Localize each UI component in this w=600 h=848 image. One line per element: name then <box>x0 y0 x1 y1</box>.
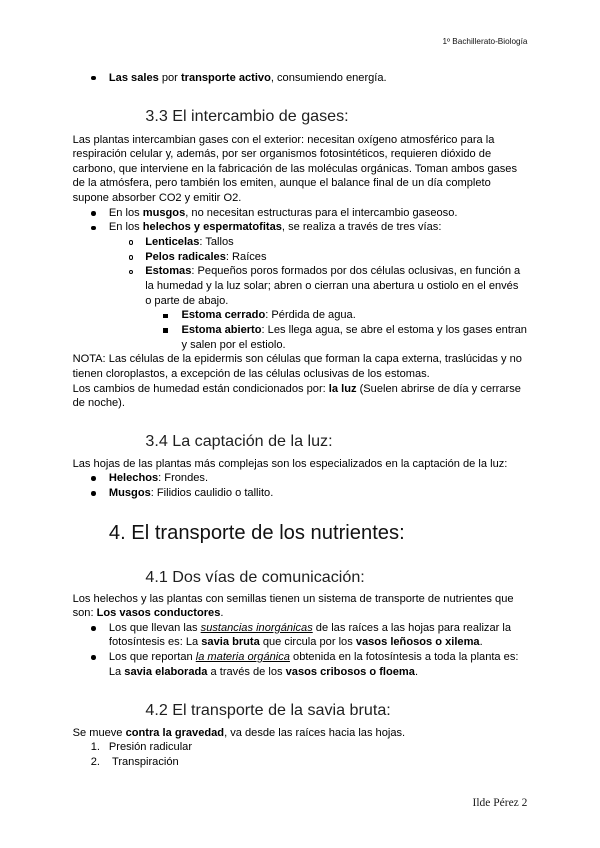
sub-bullet-marker <box>129 270 134 275</box>
sub-bullet-marker <box>129 255 134 260</box>
text-run: por <box>158 71 181 84</box>
term-helechos: Helechos <box>108 472 159 485</box>
emphasis-sustancias-inorganicas: sustancias inorgánicas <box>200 621 313 634</box>
text-run: obtenida en la fotosíntesis a toda la planta es: La <box>108 651 519 678</box>
list-item-text: Presión radicular <box>108 741 193 754</box>
text-run: a través de los <box>207 665 286 678</box>
text-run: que circula por los <box>259 636 356 649</box>
sub-bullet-marker <box>129 240 134 245</box>
list-item-estomas <box>73 264 528 308</box>
term-las-sales: Las sales <box>108 71 159 84</box>
bullet-marker <box>91 476 96 481</box>
text-run: de las raíces a las hojas para realizar la fotosíntesis es: La <box>108 621 512 649</box>
section-body-3-4 <box>73 457 528 501</box>
list-number: 2. <box>90 755 100 768</box>
sub-sub-bullet-marker <box>163 328 168 333</box>
text-run: : Frondes. <box>158 472 209 485</box>
term-musgos: musgos <box>142 206 186 219</box>
list-item-sales <box>73 71 528 86</box>
list-item-estoma-abierto <box>73 323 528 352</box>
text-run: Los helechos y las plantas con semillas tienen un sistema de transporte de nutrientes que son: <box>72 592 514 620</box>
paragraph-light-capture: Las hojas de las plantas más complejas son los especializados en la captación de la luz: <box>72 457 508 470</box>
text-run: , se realiza a través de tres vías: <box>281 221 442 234</box>
term-contra-la-gravedad: contra la gravedad <box>125 726 225 739</box>
term-savia-elaborada: savia elaborada <box>124 665 208 678</box>
running-header: 1º Bachillerato-Biología <box>442 37 528 46</box>
text-run: : Les llega agua, se abre el estoma y los gases entran y salen por el estiolo. <box>181 324 527 351</box>
bullet-marker <box>91 655 96 660</box>
sub-sub-bullet-marker <box>163 314 168 319</box>
list-item-pelos-radicales <box>73 250 528 265</box>
note-paragraph: NOTA: Las células de la epidermis son células que forman la capa externa, traslúcidas y no tienen cloroplastos, a excepción de las células oclusivas de los estomas. <box>72 353 522 380</box>
term-estoma-cerrado: Estoma cerrado <box>181 309 266 322</box>
bullet-marker <box>91 211 96 216</box>
emphasis-materia-organica: la materia orgánica <box>195 651 290 664</box>
term-la-luz: la luz <box>328 382 357 395</box>
paragraph-gas-exchange: Las plantas intercambian gases con el exterior: necesitan oxígeno atmosférico para la respiración celular y, además, por ser organismos fotosintéticos, requieren dióxido de carbono, que interviene en la fabricación de las moléculas orgánicas. Toman ambos gases de la atmósfera, pero también los emiten, aunque el balance final de un día completo supone absorber CO2 y emitir O2. <box>72 133 518 205</box>
bullet-marker <box>91 226 96 231</box>
term-vasos-conductores: Los vasos conductores <box>96 607 221 620</box>
term-estomas: Estomas <box>145 265 192 278</box>
section-body-4-2 <box>73 726 528 770</box>
chapter-heading-4: 4. El transporte de los nutrientes: <box>108 522 405 544</box>
term-transporte-activo: transporte activo <box>180 71 271 84</box>
term-estoma-abierto: Estoma abierto <box>181 324 262 337</box>
paragraph-raw-sap <box>73 726 528 741</box>
bullet-marker <box>91 491 96 496</box>
numbered-item-transpiracion <box>73 755 528 770</box>
term-lenticelas: Lenticelas <box>145 236 200 249</box>
list-item-helechos-frondes <box>73 471 528 486</box>
list-item-musgos <box>73 206 528 221</box>
text-run: : Pérdida de agua. <box>265 309 356 322</box>
text-run: Los que llevan las <box>108 621 201 634</box>
list-item-lenticelas <box>73 235 528 250</box>
text-run: Los cambios de humedad están condicionados por: <box>72 382 329 395</box>
section-heading-3-3: 3.3 El intercambio de gases: <box>145 106 349 125</box>
text-run: Se mueve <box>72 726 126 739</box>
text-run: . <box>479 636 483 649</box>
section-body-4-1 <box>73 592 528 680</box>
text-run: . <box>414 665 419 678</box>
list-item-estoma-cerrado <box>73 308 528 323</box>
list-number: 1. <box>90 741 100 754</box>
list-item-xilema <box>73 621 528 650</box>
list-item-musgos-filidios <box>73 486 528 501</box>
paragraph-humidity <box>73 382 528 411</box>
list-item-floema <box>73 650 528 679</box>
term-savia-bruta: savia bruta <box>201 636 260 649</box>
text-run: : Raíces <box>225 250 267 263</box>
paragraph-conducting-vessels <box>73 592 528 621</box>
section-heading-4-2: 4.2 El transporte de la savia bruta: <box>145 700 391 719</box>
section-heading-4-1: 4.1 Dos vías de comunicación: <box>145 567 365 586</box>
term-musgos: Musgos <box>108 486 151 499</box>
numbered-item-presion-radicular <box>73 740 528 755</box>
text-run: . <box>220 607 224 620</box>
list-item-text: Transpiración <box>108 755 179 768</box>
bullet-marker <box>91 76 96 81</box>
term-vasos-cribosos-floema: vasos cribosos o floema <box>285 665 415 678</box>
text-run: : Filidios caulidio o tallito. <box>150 486 274 499</box>
page-footer <box>472 796 527 810</box>
term-helechos-espermatofitas: helechos y espermatofitas <box>142 221 282 234</box>
text-run: , va desde las raíces hacia las hojas. <box>224 726 406 739</box>
term-vasos-lenosos-xilema: vasos leñosos o xilema <box>355 636 480 649</box>
carry-over-list <box>73 71 528 86</box>
text-run: En los <box>108 206 143 219</box>
section-heading-3-4: 3.4 La captación de la luz: <box>145 431 333 450</box>
bullet-marker <box>91 626 96 631</box>
text-run: (Suelen abrirse de día y cerrarse de noche). <box>72 382 521 410</box>
author-name: Ilde Pérez <box>472 797 519 809</box>
section-body-3-3 <box>73 133 528 411</box>
term-pelos-radicales: Pelos radicales <box>145 250 226 263</box>
text-run: , no necesitan estructuras para el intercambio gaseoso. <box>185 206 458 219</box>
text-run: : Tallos <box>199 236 234 249</box>
page-number: 2 <box>521 797 528 809</box>
text-run: Los que reportan <box>108 651 196 664</box>
text-run: : Pequeños poros formados por dos células oclusivas, en función a la humedad y la luz solar; abren o cierran una abertura u ostiolo en el envés o parte de abajo. <box>145 265 521 307</box>
text-run: En los <box>108 221 143 234</box>
list-item-helechos <box>73 220 528 235</box>
text-run: , consumiendo energía. <box>270 71 387 84</box>
